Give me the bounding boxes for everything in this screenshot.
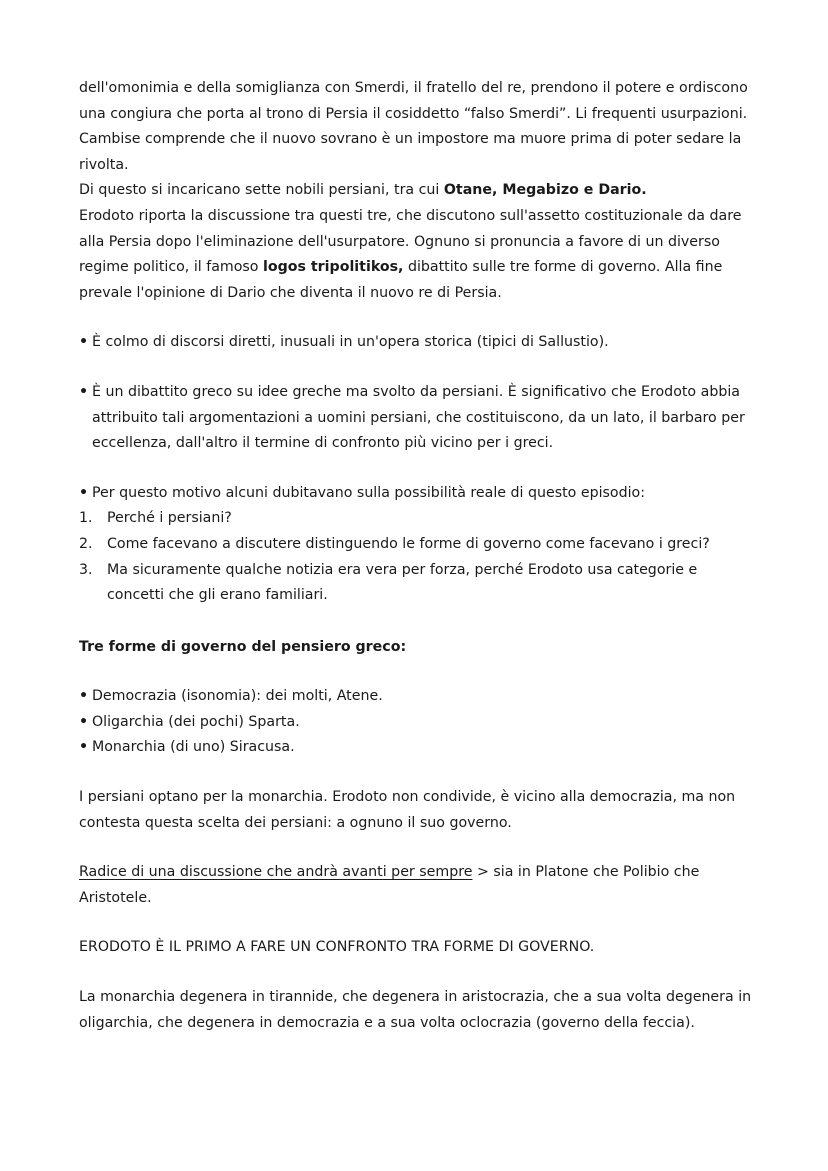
bullet-dot-icon: • — [79, 484, 89, 501]
forms-item-text: Democrazia (isonomia): dei molti, Atene. — [92, 688, 383, 705]
intro-paragraph-3 — [79, 204, 758, 306]
numbered-marker: 3. — [79, 561, 93, 578]
forms-heading: Tre forme di governo del pensiero greco: — [79, 638, 407, 655]
bullet-item — [79, 330, 758, 356]
forms-item-text: Oligarchia (dei pochi) Sparta. — [92, 713, 300, 730]
forms-list-item — [79, 684, 758, 710]
closing-paragraph-2 — [79, 860, 758, 911]
bullet-dot-icon: • — [79, 688, 89, 705]
bullet-dot-icon: • — [79, 383, 89, 400]
intro-p2-names: Otane, Megabizo e Dario. — [443, 182, 647, 199]
numbered-item — [79, 558, 758, 609]
intro-paragraph-1: dell'omonimia e della somiglianza con Smerdi, il fratello del re, prendono il potere e ordiscono una congiura che porta al trono di Persia il cosiddetto “falso Smerdi”. Li frequenti usurpazioni. Cambise comprende che il nuovo sovrano è un impostore ma muore prima di poter sedare la rivolta. — [79, 80, 748, 173]
numbered-marker: 2. — [79, 535, 93, 552]
intro-p3-text-b: dibattito sulle tre forme di governo. Alla fine prevale l'opinione di Dario che diventa il nuovo re di Persia. — [79, 259, 723, 301]
intro-paragraph-2 — [79, 178, 758, 204]
bullet-dot-icon: • — [79, 739, 89, 756]
closing-paragraph-4: La monarchia degenera in tirannide, che degenera in aristocrazia, che a sua volta degenera in oligarchia, che degenera in democrazia e a sua volta oclocrazia (governo della feccia). — [79, 989, 752, 1031]
bullet-text: È colmo di discorsi diretti, inusuali in un'opera storica (tipici di Sallustio). — [92, 334, 609, 351]
bullet-item — [79, 380, 758, 457]
bullet-item — [79, 481, 758, 507]
closing-paragraph-3: ERODOTO È IL PRIMO A FARE UN CONFRONTO TRA FORME DI GOVERNO. — [79, 939, 595, 956]
intro-p3-text-a: Erodoto riporta la discussione tra questi tre, che discutono sull'assetto costituzionale da dare alla Persia dopo l'eliminazione dell'usurpatore. Ognuno si pronuncia a favore di un diverso regime politico, il famoso — [79, 207, 742, 276]
numbered-text: Ma sicuramente qualche notizia era vera per forza, perché Erodoto usa categorie e concetti che gli erano familiari. — [107, 561, 698, 604]
numbered-marker: 1. — [79, 510, 93, 527]
intro-p3-logos: logos tripolitikos, — [263, 259, 404, 276]
intro-p2-text: Di questo si incaricano sette nobili persiani, tra cui — [79, 182, 444, 199]
numbered-text: Come facevano a discutere distinguendo le forme di governo come facevano i greci? — [107, 535, 710, 552]
underlined-phrase: Radice di una discussione che andrà avanti per sempre — [79, 864, 473, 881]
forms-list-item — [79, 735, 758, 761]
numbered-item — [79, 506, 758, 532]
forms-list-item — [79, 710, 758, 736]
closing-paragraph-1: I persiani optano per la monarchia. Erodoto non condivide, è vicino alla democrazia, ma non contesta questa scelta dei persiani: a ognuno il suo governo. — [79, 789, 736, 831]
closing-p2-rest: > sia in Platone che Polibio che Aristotele. — [79, 864, 700, 906]
forms-item-text: Monarchia (di uno) Siracusa. — [92, 739, 295, 756]
bullet-dot-icon: • — [79, 713, 89, 730]
bullet-dot-icon: • — [79, 334, 89, 351]
numbered-text: Perché i persiani? — [107, 510, 232, 527]
bullet-text: È un dibattito greco su idee greche ma svolto da persiani. È significativo che Erodoto abbia attribuito tali argomentazioni a uomini persiani, che costituiscono, da un lato, il barbaro per eccellenza, dall'altro il termine di confronto più vicino per i greci. — [92, 383, 745, 452]
bullet-text: Per questo motivo alcuni dubitavano sulla possibilità reale di questo episodio: — [92, 484, 646, 501]
numbered-item — [79, 532, 758, 558]
